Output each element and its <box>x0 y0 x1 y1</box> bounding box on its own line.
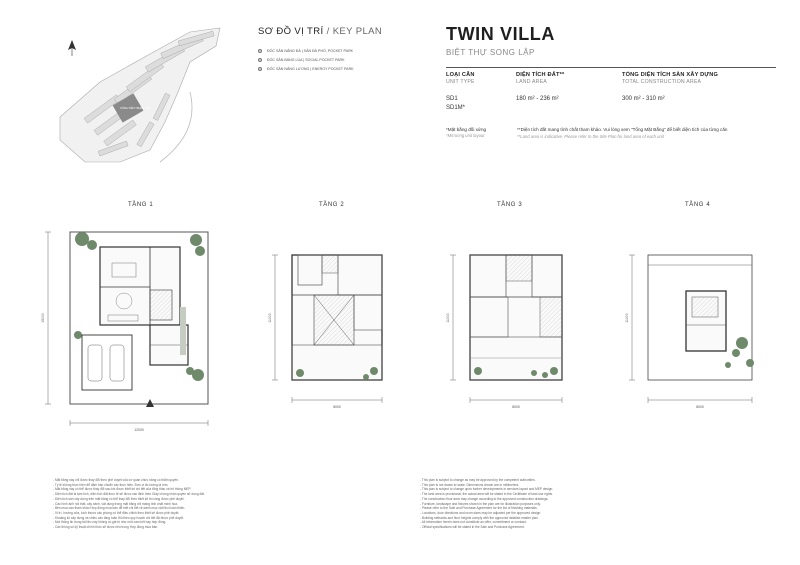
footnote-line: - Mặt bằng này chỉ được thay đổi theo phê duyệt của cơ quan chức năng có thẩm quyền. <box>53 478 179 482</box>
footnote-line: - Diện tích sàn xây dựng trên mặt bằng có thể thay đổi theo thiết kế thi công được phê duyệt. <box>53 496 185 501</box>
legend-item <box>258 49 382 53</box>
key-plan-title-vi: SƠ ĐỒ VỊ TRÍ <box>258 26 324 37</box>
unit-type-value: SD1 <box>446 96 458 102</box>
land-area-header: DIỆN TÍCH ĐẤT** <box>516 72 565 78</box>
footnote-line: - Mọi thông tin trong tài liệu này không có giá trị như một cam kết hay hợp đồng. <box>53 520 167 525</box>
footnotes-vietnamese <box>53 478 398 530</box>
floor-3-height-dim: 11000 <box>446 313 450 323</box>
footnote-line: - The construction floor area may change according to the approved construction drawings. <box>420 496 549 501</box>
floor-4-plan <box>629 255 754 403</box>
legend-dot-icon <box>258 49 262 53</box>
footnote-line: - Furniture, landscape and fixtures shown in the plan are for illustration purposes only. <box>420 501 541 506</box>
footnote-line: - Khoảng lùi xây dựng và chiều cao tầng tuân thủ theo quy hoạch chi tiết đã được phê duyệt. <box>53 515 184 520</box>
construction-area-header: TỔNG DIỆN TÍCH SÀN XÂY DỰNG <box>622 72 719 78</box>
key-plan-panel <box>258 26 382 76</box>
legend-label: ĐÓC SÂN BÁNG LÙA | SOCIAL POCKET PARK <box>267 58 345 62</box>
floor-1-width-dim: 12000 <box>134 428 144 432</box>
footnote-line: - This plan is not drawn to scale. Dimensions shown are in millimeters. <box>420 482 520 487</box>
floor-3-label: TẦNG 3 <box>497 202 523 208</box>
floor-4-height-dim: 11000 <box>625 313 629 323</box>
land-area-subheader: LAND AREA <box>516 79 547 85</box>
footnote-line: - This plan is subject to change as may be approved by the competent authorities. <box>420 478 536 482</box>
footnote-line: - Bên mua cần tham khảo Hợp đồng mua bán để biết chi tiết về danh mục vật liệu hoàn thiện. <box>53 506 186 511</box>
footnote-line: - The land area is provisional; the actual area will be stated in the Certificate of land use rights. <box>420 492 554 497</box>
product-title: TWIN VILLA <box>446 24 555 44</box>
legend-item <box>258 67 382 71</box>
mirror-note-vi: *Mặt bằng đối xứng <box>446 127 487 132</box>
key-plan-title-separator: / <box>323 26 333 37</box>
footnote-line: - Vị trí, hướng cửa, kích thước các phòng có thể điều chỉnh theo thiết kế được phê duyệt. <box>53 510 180 515</box>
unit-type-value: SD1M* <box>446 105 466 111</box>
key-plan-title-en: KEY PLAN <box>332 26 383 37</box>
entrance-arrow-icon <box>146 399 154 407</box>
unit-type-subheader: UNIT TYPE <box>446 79 475 85</box>
floor-2-width-dim: 8000 <box>333 405 341 409</box>
floor-1-plan <box>45 232 208 426</box>
construction-area-value: 300 m² - 310 m² <box>622 96 665 102</box>
footnote-line: - All information herein does not constitute an offer, commitment or contract. <box>420 520 527 525</box>
footnote-line: - Locations, door directions and room sizes may be adjusted per the approved design. <box>420 510 542 515</box>
land-area-column <box>516 72 564 102</box>
north-arrow-icon <box>68 40 76 56</box>
footnote-line: - Building setbacks and floor heights comply with the approved detailed master plan. <box>420 515 539 520</box>
mirror-note-en: *Mirroring unit layout <box>446 133 485 138</box>
footnote-line: - This plan is subject to change upon further developments in services layout and MEP design. <box>420 487 554 492</box>
floor-plans <box>0 195 800 445</box>
footnote-line: - Các hình ảnh nội thất, cây xanh, vật dụng trong mặt bằng chỉ mang tính chất minh họa. <box>53 501 178 506</box>
floor-4-label: TẦNG 4 <box>685 202 711 208</box>
footnote-line: - Mặt bằng này có thể được thay đổi sau khi được thiết kế chi tiết của tổng thầu và hệ thống MEP. <box>53 487 192 492</box>
product-subtitle: BIỆT THỰ SONG LẬP <box>446 48 535 57</box>
construction-area-column <box>622 72 718 102</box>
floor-1-height-dim: 15000 <box>41 313 45 323</box>
floor-2-label: TẦNG 2 <box>319 202 345 208</box>
unit-type-column <box>446 72 475 111</box>
floor-2-height-dim: 11000 <box>268 313 272 323</box>
construction-area-subheader: TOTAL CONSTRUCTION AREA <box>622 79 702 85</box>
floor-plan-drawings <box>0 195 800 445</box>
land-area-note <box>517 127 777 139</box>
land-area-note-en: **Land area is indicative. Please refer to the Site Plan for land area of each unit <box>517 133 664 139</box>
key-plan-legend <box>258 49 382 71</box>
legend-label: ĐÓC SÂN NẮNG LƯƠNG | ENERGY POCKET PARK <box>267 67 354 71</box>
floor-3-width-dim: 8000 <box>512 405 520 409</box>
footnotes-english <box>420 478 780 530</box>
land-area-note-vi: **Diện tích đất mang tính chất tham khảo. Vui lòng xem "Tổng Mặt Bằng" để biết diện tích của từng căn <box>517 127 728 132</box>
legend-dot-icon <box>258 58 262 62</box>
specification-table <box>446 67 776 122</box>
product-info <box>446 24 776 122</box>
floor-4-width-dim: 8000 <box>696 405 704 409</box>
land-area-value: 180 m² - 236 m² <box>516 96 559 102</box>
legend-item <box>258 58 382 62</box>
key-plan-map <box>40 22 245 177</box>
legend-label: ĐÓC SÂN NẮNG ĐÀ | SÂN ĐÀ PHỐ, POCKET PARK <box>267 49 354 53</box>
mirror-note <box>446 127 506 138</box>
unit-type-header: LOẠI CĂN <box>446 72 475 78</box>
footnote-line: - Official specifications will be stated in the Sale and Purchase Agreement. <box>420 525 525 530</box>
footnote-line: - Diện tích đất là tạm tính, diện tích đất thực tế sẽ được xác định theo Giấy chứng nhận quyền sử dụng đất. <box>53 492 205 497</box>
legend-dot-icon <box>258 67 262 71</box>
floor-2-plan <box>272 255 382 403</box>
footnote-line: - Please refer to the Sale and Purchase Agreement for the list of finishing materials. <box>420 506 538 511</box>
key-plan-title <box>258 26 382 37</box>
footnote-line: - Các thông số kỹ thuật chính thức sẽ được nêu trong Hợp đồng mua bán. <box>53 525 159 530</box>
floor-3-plan <box>450 255 562 403</box>
floor-1-label: TẦNG 1 <box>128 202 154 208</box>
central-park-label: CÔNG VIÊN TRUNG TÂM <box>120 107 151 110</box>
footnote-line: - Tỷ lệ không thực hiện để đảm bảo chuẩn xác thực hiện. Đơn vị đo lường là mm. <box>53 482 169 487</box>
